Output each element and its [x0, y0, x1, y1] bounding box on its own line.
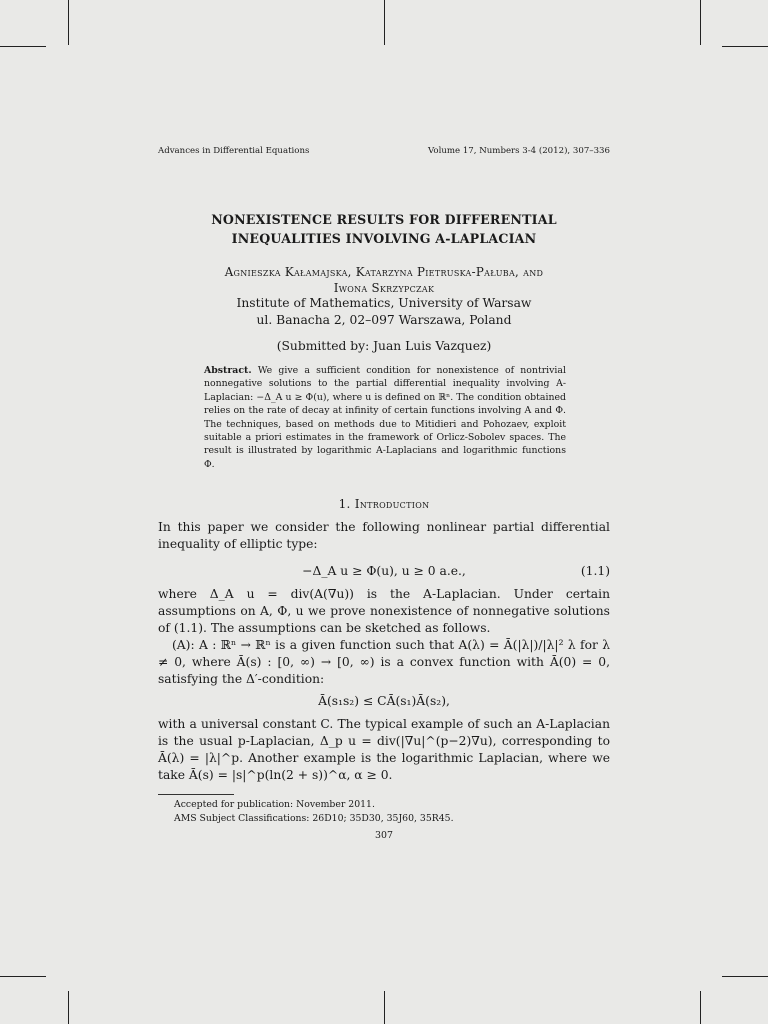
crop-mark [0, 46, 46, 47]
section-heading: 1. Introduction [338, 497, 430, 511]
running-head-right: Volume 17, Numbers 3-4 (2012), 307–336 [428, 146, 610, 156]
abstract [204, 364, 566, 471]
crop-mark [68, 991, 69, 1024]
authors-line-2: Iwona Skrzypczak [333, 281, 435, 295]
crop-mark [384, 0, 385, 45]
footnote-accepted: Accepted for publication: November 2011. [174, 799, 375, 810]
paragraph-4: with a universal constant C. The typical example of such an A-Laplacian is the usual p-Laplacian, Δ_p u = div(|∇u|^(p−2)∇u), corresponding to Ā(λ) = |λ|^p. Another example is the logarithmic Laplacian, where we take Ā(s) = |s|^p(ln(2 + s))^α, α ≥ 0. [158, 717, 610, 782]
paper-title [158, 210, 610, 248]
affiliation-line-2: ul. Banacha 2, 02–097 Warszawa, Poland [256, 313, 512, 327]
paragraph-2: where Δ_A u = div(A(∇u)) is the A-Laplacian. Under certain assumptions on A, Φ, u we prove nonexistence of nonnegative solutions of (1.1). The assumptions can be sketched as follows. [158, 587, 610, 635]
crop-mark [0, 976, 46, 977]
crop-mark [700, 991, 701, 1024]
paragraph-3: (A): A : ℝⁿ → ℝⁿ is a given function such that A(λ) = Ā(|λ|)/|λ|² λ for λ ≠ 0, where Ā(s) : [0, ∞) → [0, ∞) is a convex function with Ā(0) = 0, satisfying the Δ′-condition: [158, 638, 610, 686]
crop-mark [722, 976, 768, 977]
author-list [158, 264, 610, 296]
equation-1-1-body: −Δ_A u ≥ Φ(u), u ≥ 0 a.e., [302, 564, 466, 578]
authors-line-1: Agnieszka Kałamajska, Katarzyna Pietruska-Pałuba, and [224, 265, 544, 279]
footnote-rule [158, 794, 234, 795]
affiliation-line-1: Institute of Mathematics, University of Warsaw [236, 296, 532, 310]
equation-number: (1.1) [580, 564, 610, 578]
footnote-ams: AMS Subject Classifications: 26D10; 35D30, 35J60, 35R45. [174, 813, 454, 824]
abstract-text: We give a sufficient condition for nonexistence of nontrivial nonnegative solutions to the partial differential inequality involving A-Laplacian: −Δ_A u ≥ Φ(u), where u is defined on ℝⁿ. The condition obtained relies on the rate of decay at infinity of certain functions involving A and Φ. The techniques, based on methods due to Mitidieri and Pohozaev, exploit suitable a priori estimates in the framework of Orlicz-Sobolev spaces. The result is illustrated by logarithmic A-Laplacians and logarithmic functions Φ. [204, 365, 566, 470]
affiliation [158, 295, 610, 329]
abstract-label: Abstract. [204, 365, 252, 376]
title-line-2: INEQUALITIES INVOLVING A-LAPLACIAN [231, 231, 537, 246]
crop-mark [700, 0, 701, 45]
page-number: 307 [375, 830, 393, 841]
submitted-by: (Submitted by: Juan Luis Vazquez) [276, 339, 492, 353]
running-head-left: Advances in Differential Equations [158, 146, 310, 156]
crop-mark [722, 46, 768, 47]
crop-mark [68, 0, 69, 45]
equation-delta-condition: Ā(s₁s₂) ≤ CĀ(s₁)Ā(s₂), [318, 694, 450, 708]
crop-mark [384, 991, 385, 1024]
title-line-1: NONEXISTENCE RESULTS FOR DIFFERENTIAL [211, 212, 557, 227]
equation-1-1 [158, 564, 610, 578]
paragraph-1: In this paper we consider the following nonlinear partial differential inequality of elliptic type: [158, 520, 610, 551]
